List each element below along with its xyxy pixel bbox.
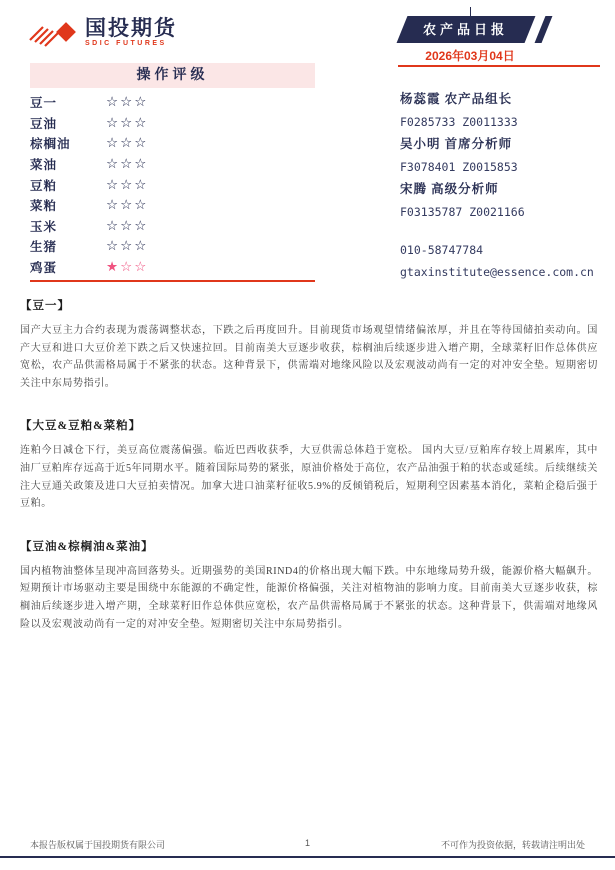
- analyst-name: 宋腾: [400, 182, 428, 196]
- rating-stars: ☆☆☆: [106, 197, 149, 214]
- footer-page-number: 1: [305, 838, 311, 848]
- rating-row: [30, 174, 315, 195]
- analyst-name-title: [400, 88, 612, 111]
- rating-label: 豆油: [30, 116, 58, 131]
- rating-label: 棕榈油: [30, 137, 71, 152]
- rating-label: 菜粕: [30, 199, 58, 214]
- report-title: 农产品日报: [423, 22, 509, 37]
- rating-rows: [30, 92, 315, 277]
- report-banner: [402, 16, 547, 43]
- contact-email: gtaxinstitute@essence.com.cn: [400, 265, 594, 279]
- rating-stars: ☆☆☆: [106, 156, 149, 173]
- analyst-name-title: [400, 133, 612, 156]
- rating-panel-title: 操作评级: [30, 63, 315, 88]
- rating-row: [30, 133, 315, 154]
- footer: [30, 838, 585, 851]
- analyst-title: 首席分析师: [444, 137, 513, 151]
- section-body: 国内植物油整体呈现冲高回落势头。近期强势的美国RIND4的价格出现大幅下跌。中东地缘局势升级，能源价格大幅飙升。短期预计市场驱动主要是围绕中东能源的不确定性，能源价格偏强，关注对植物油的影响力度。目前南美大豆逐步收获，棕榈油后续逐步进入增产期，全球菜籽旧作总体供应宽松，农产品供需格局属于不紧张的状态。这种背景下，供需端对地缘风险以及宏观波动尚有一定的对冲安全垫。短期密切关注中东局势指引。: [20, 565, 598, 630]
- analyst-codes: F03135787 Z0021166: [400, 204, 525, 219]
- footer-copyright: 本报告版权属于国投期货有限公司: [30, 840, 166, 850]
- banner-tail-decor: [535, 16, 553, 43]
- rating-row: [30, 216, 315, 237]
- rating-label: 生猪: [30, 240, 58, 255]
- analyst-title: 高级分析师: [431, 182, 499, 196]
- rating-row: [30, 154, 315, 175]
- rating-divider: [30, 280, 315, 282]
- rating-stars: ☆☆☆: [106, 114, 149, 131]
- rating-row: [30, 92, 315, 113]
- rating-label: 豆一: [30, 96, 58, 111]
- section-dadou-doupo-caipo: [20, 417, 598, 512]
- section-douyou-zonglvyou-caiyou: [20, 538, 598, 633]
- rating-row: [30, 113, 315, 134]
- contact-phone: 010-58747784: [400, 243, 484, 257]
- rating-row: [30, 236, 315, 257]
- rating-label: 豆粕: [30, 178, 58, 193]
- banner-shape: [397, 16, 536, 43]
- analyst-title: 农产品组长: [444, 92, 513, 106]
- company-logo: [28, 16, 177, 48]
- section-douyi: [20, 297, 598, 392]
- section-heading: 【大豆&豆粕&菜粕】: [20, 420, 142, 433]
- date-underline: [398, 65, 600, 67]
- analyst-codes: F0285733 Z0011333: [400, 114, 518, 129]
- rating-stars: ★☆☆: [106, 259, 149, 276]
- rating-row: [30, 195, 315, 216]
- report-body: [20, 297, 598, 658]
- rating-label: 玉米: [30, 219, 58, 234]
- logo-text: [85, 18, 177, 47]
- section-heading: 【豆油&棕榈油&菜油】: [20, 540, 154, 553]
- rating-stars: ☆☆☆: [106, 94, 149, 111]
- rating-stars: ☆☆☆: [106, 176, 149, 193]
- contact-block: [400, 239, 612, 283]
- rating-stars: ☆☆☆: [106, 238, 149, 255]
- section-body: 国产大豆主力合约表现为震荡调整状态，下跌之后再度回升。目前现货市场观望情绪偏浓厚，并且在等待国储拍卖动向。国产大豆和进口大豆价差下跌之后又快速拉回。目前南美大豆逐步收获，棕榈油后续逐步进入增产期，全球菜籽旧作总体供应宽松，农产品供需格局属于不紧张的状态。这种背景下，供需端对地缘风险以及宏观波动尚有一定的对冲安全垫。短期密切关注中东局势指引。: [20, 325, 598, 389]
- footer-disclaimer: 不可作为投资依据，转载请注明出处: [441, 840, 586, 850]
- analyst-info: [400, 88, 612, 283]
- section-heading: 【豆一】: [20, 300, 70, 312]
- analyst-name: 吴小明: [400, 137, 441, 151]
- report-date: 2026年03月04日: [425, 49, 515, 63]
- analyst-name-title: [400, 178, 612, 201]
- analyst-name: 杨蕊霞: [400, 92, 441, 106]
- logo-mark-icon: [28, 16, 78, 48]
- rating-stars: ☆☆☆: [106, 135, 149, 152]
- logo-company-name: 国投期货: [85, 16, 177, 40]
- rating-label: 鸡蛋: [30, 261, 58, 276]
- rating-stars: ☆☆☆: [106, 217, 149, 234]
- section-body: 连粕今日减仓下行，美豆高位震荡偏强。临近巴西收获季，大豆供需总体趋于宽松。 国内大豆/豆粕库存较上周累库，其中油厂豆粕库存远高于近5年同期水平。随着国际局势的紧张，原油价格处于高位，农产品油强于粕的状态或延续。后续继续关注大豆通关政策及进口大豆拍卖情况。加拿大进口油菜籽征收5.9%的反倾销税后，短期利空因素基本消化，菜粕企稳后强于豆粕。: [20, 445, 598, 510]
- rating-label: 菜油: [30, 158, 58, 173]
- rating-panel: [30, 63, 315, 282]
- analyst-codes: F3078401 Z0015853: [400, 159, 518, 174]
- rating-row: [30, 257, 315, 278]
- footer-bottom-rule: [0, 856, 615, 858]
- logo-company-name-en: SDIC FUTURES: [85, 39, 167, 47]
